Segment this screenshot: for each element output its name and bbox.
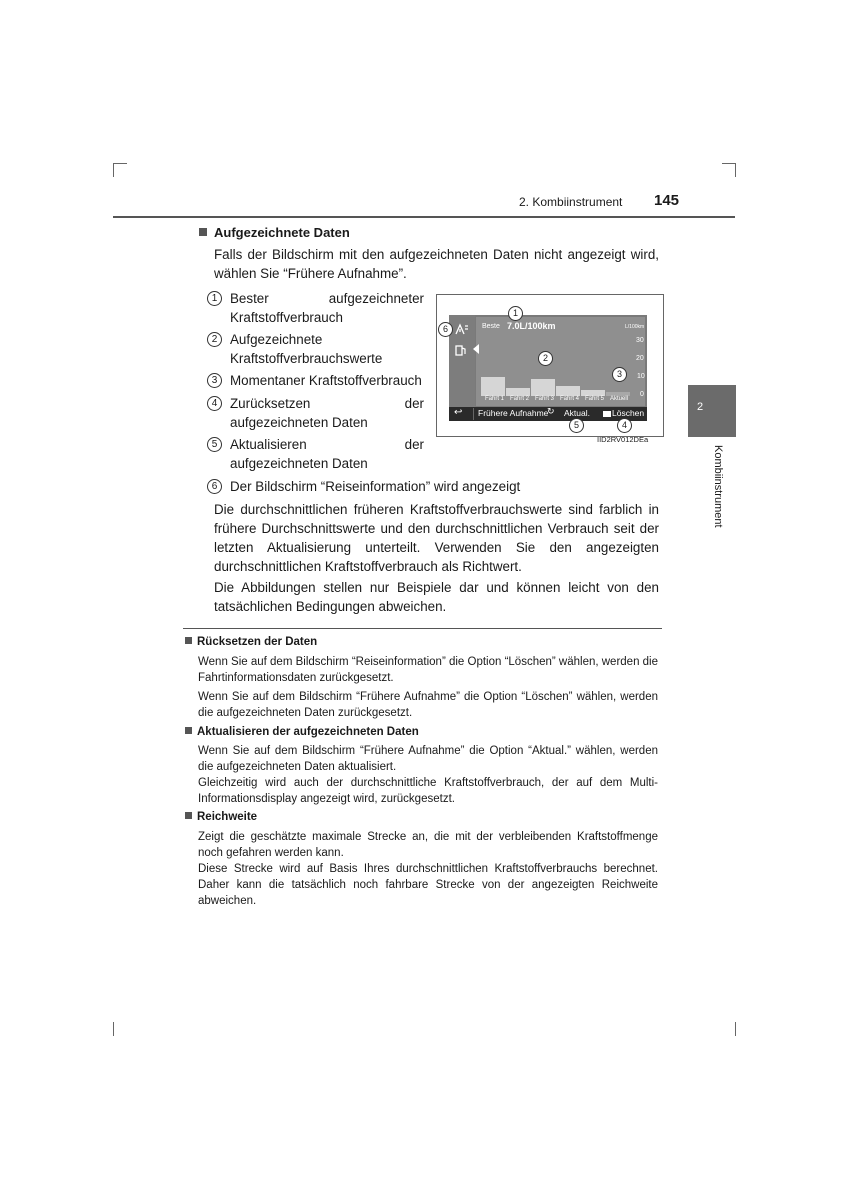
crop-mark <box>113 163 127 164</box>
y-tick-label: 30 <box>636 337 644 344</box>
callout-marker: 1 <box>508 306 523 321</box>
chart-bar <box>556 386 580 396</box>
category-label: Fahrt 4 <box>560 396 580 402</box>
crop-mark <box>113 1022 114 1036</box>
category-label: Aktuell <box>610 396 629 402</box>
update-icon: ↻ <box>547 406 555 416</box>
body-paragraph: Die durchschnittlichen früheren Kraftstoffverbrauchswerte sind farblich in frühere Durchschnittswerte und den durchschnittlichen Verbrauch seit der letzten Aktualisierung unterteilt. Verwenden Sie den angezeigten durchschnittlichen Kraftstoffverbrauch als Richtwert. <box>214 502 659 574</box>
y-tick-label: 10 <box>637 373 645 380</box>
note-paragraph: Wenn Sie auf dem Bildschirm “Reiseinformation” die Option “Löschen” wählen, werden die Fahrtinformationsdaten zurückgesetzt. <box>198 656 659 684</box>
chapter-tab-label: Kombiinstrument <box>712 445 724 528</box>
unit-label: L/100km <box>625 324 645 330</box>
category-label: Fahrt 5 <box>585 396 605 402</box>
update-button[interactable]: Aktual. <box>564 408 590 418</box>
crop-mark <box>113 163 114 177</box>
back-button[interactable]: ↩ <box>454 407 463 418</box>
list-item-text: Momentaner Kraftstoffverbrauch <box>230 373 422 388</box>
section-title: 2. Kombiinstrument <box>519 195 623 209</box>
callout-marker: 3 <box>612 367 627 382</box>
chart-bar <box>506 388 530 396</box>
circled-number: 4 <box>207 396 222 411</box>
category-label: Fahrt 1 <box>485 396 505 402</box>
figure-code: IID2RV012DEa <box>597 435 649 444</box>
note-paragraph: Wenn Sie auf dem Bildschirm “Frühere Aufnahme” die Option “Löschen” wählen, werden die aufgezeichneten Daten zurückgesetzt. <box>198 691 658 719</box>
circled-number: 6 <box>207 479 222 494</box>
history-button[interactable]: Frühere Aufnahme <box>478 408 549 418</box>
note-heading: Aktualisieren der aufgezeichneten Daten <box>185 726 419 738</box>
intro-paragraph: Falls der Bildschirm mit den aufgezeichneten Daten nicht angezeigt wird, wählen Sie “Frühere Aufnahme”. <box>214 247 659 281</box>
note-paragraph: Wenn Sie auf dem Bildschirm “Frühere Aufnahme” die Option “Aktual.” wählen, werden die aufgezeichneten Daten aktualisiert. <box>198 745 658 773</box>
square-bullet-icon <box>185 812 192 819</box>
chapter-tab-number: 2 <box>697 401 704 413</box>
crop-mark <box>735 163 736 177</box>
y-tick-label: 20 <box>636 355 644 362</box>
chart-bar <box>531 379 555 396</box>
crop-mark <box>735 1022 736 1036</box>
trip-info-icon <box>455 323 469 335</box>
crop-mark <box>722 163 736 164</box>
delete-icon <box>603 411 611 417</box>
note-heading: Rücksetzen der Daten <box>185 636 317 648</box>
delete-button[interactable]: Löschen <box>612 408 645 418</box>
list-item-text: Bester aufgezeichneter Kraftstoffverbrauch <box>230 291 424 325</box>
square-bullet-icon <box>185 637 192 644</box>
circled-number: 5 <box>207 437 222 452</box>
best-value: 7.0L/100km <box>507 321 556 331</box>
note-heading: Reichweite <box>185 811 257 823</box>
y-tick-label: 0 <box>640 391 644 398</box>
category-label: Fahrt 3 <box>535 396 555 402</box>
pointer-arrow-icon <box>473 344 479 354</box>
list-item-text: Aufgezeichnete Kraftstoffverbrauchswerte <box>230 332 383 366</box>
chapter-tab <box>688 385 736 437</box>
square-bullet-icon <box>185 727 192 734</box>
note-paragraph: Gleichzeitig wird auch der durchschnittliche Kraftstoffverbrauch, der auf dem Multi-Informationsdisplay angezeigt wird, zurückgesetzt. <box>198 777 658 805</box>
callout-marker: 6 <box>438 322 453 337</box>
list-item-text: Der Bildschirm “Reiseinformation” wird angezeigt <box>230 479 521 494</box>
page-number: 145 <box>654 192 680 209</box>
chart-bar <box>481 377 505 396</box>
list-item-text: Zurücksetzen der aufgezeichneten Daten <box>230 396 424 430</box>
category-label: Fahrt 2 <box>510 396 530 402</box>
best-label: Beste <box>482 323 500 330</box>
section-divider <box>183 628 662 629</box>
note-paragraph: Diese Strecke wird auf Basis Ihres durchschnittlichen Kraftstoffverbrauchs berechnet. Daher kann die tatsächlich noch fahrbare Strecke von der angezeigten Reichweite abweichen. <box>198 863 658 907</box>
fuel-pump-icon <box>454 344 468 356</box>
callout-marker: 5 <box>569 418 584 433</box>
callout-marker: 4 <box>617 418 632 433</box>
callout-marker: 2 <box>538 351 553 366</box>
square-bullet-icon <box>199 228 207 236</box>
circled-number: 3 <box>207 373 222 388</box>
circled-number: 1 <box>207 291 222 306</box>
main-heading: Aufgezeichnete Daten <box>199 225 350 240</box>
circled-number: 2 <box>207 332 222 347</box>
divider <box>473 408 474 420</box>
body-paragraph: Die Abbildungen stellen nur Beispiele dar und können leicht von den tatsächlichen Bedingungen abweichen. <box>214 580 659 614</box>
header-rule <box>113 216 735 218</box>
note-paragraph: Zeigt die geschätzte maximale Strecke an, die mit der verbleibenden Kraftstoffmenge noch gefahren werden kann. <box>198 831 658 859</box>
list-item-text: Aktualisieren der aufgezeichneten Daten <box>230 437 424 471</box>
